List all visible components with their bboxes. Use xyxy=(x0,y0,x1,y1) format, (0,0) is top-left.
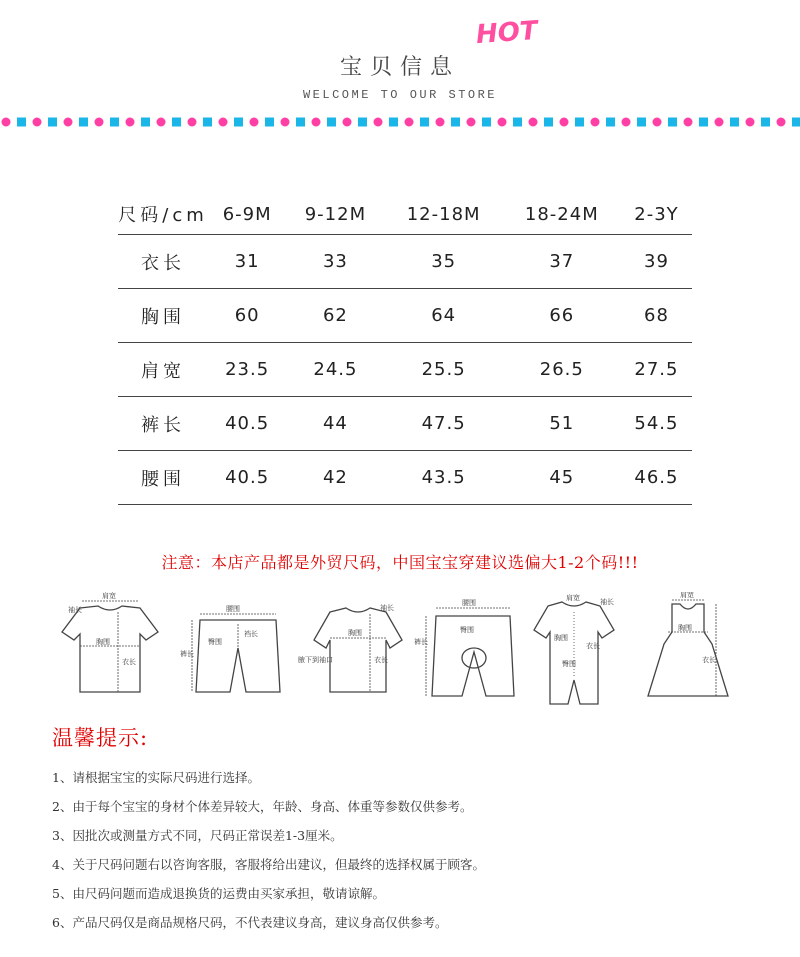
garment-label: 肩宽 xyxy=(566,594,580,602)
divider-dot xyxy=(64,118,73,127)
garment-label: 胸围 xyxy=(348,629,362,637)
divider-dot xyxy=(777,118,786,127)
table-cell: 46.5 xyxy=(621,451,692,505)
divider-dot xyxy=(327,118,336,127)
divider-dot xyxy=(312,118,321,127)
garment-label: 衣长 xyxy=(374,656,388,664)
column-header: 9-12M xyxy=(286,194,384,235)
divider-dot xyxy=(95,118,104,127)
pants-diagram xyxy=(414,598,514,696)
tip-item: 1、请根据宝宝的实际尺码进行选择。 xyxy=(52,770,260,785)
table-cell: 64 xyxy=(385,289,503,343)
table-cell: 40.5 xyxy=(208,397,286,451)
divider-dot xyxy=(265,118,274,127)
garment-label: 袖长 xyxy=(380,604,394,612)
table-cell: 51 xyxy=(503,397,621,451)
row-label: 衣长 xyxy=(118,235,208,289)
raglan-diagram xyxy=(298,603,402,692)
table-cell: 42 xyxy=(286,451,384,505)
divider-dot xyxy=(591,118,600,127)
page-title: 宝贝信息 xyxy=(339,55,460,80)
garment-label: 胸围 xyxy=(96,638,110,646)
table-cell: 45 xyxy=(503,451,621,505)
size-table xyxy=(118,194,692,505)
divider-dot xyxy=(498,118,507,127)
tshirt-diagram xyxy=(62,592,158,692)
garment-label: 胸围 xyxy=(554,634,568,642)
table-cell: 60 xyxy=(208,289,286,343)
divider-dot xyxy=(622,118,631,127)
divider-dot xyxy=(234,118,243,127)
divider-dot xyxy=(281,118,290,127)
divider-dot xyxy=(405,118,414,127)
tips-list xyxy=(52,768,485,942)
table-cell: 31 xyxy=(208,235,286,289)
divider-dot xyxy=(653,118,662,127)
divider-dot xyxy=(343,118,352,127)
size-table-header xyxy=(118,194,692,235)
garment-label: 裤长 xyxy=(180,650,194,658)
table-cell: 62 xyxy=(286,289,384,343)
tips-title: 温馨提示: xyxy=(52,726,149,750)
garment-label: 肩宽 xyxy=(102,592,116,600)
table-cell: 24.5 xyxy=(286,343,384,397)
tip-item: 4、关于尺码问题右以咨询客服，客服将给出建议，但最终的选择权属于顾客。 xyxy=(52,857,485,872)
column-header: 12-18M xyxy=(385,194,503,235)
garment-label: 肩宽 xyxy=(680,592,694,599)
divider-dot xyxy=(513,118,522,127)
tip-item: 2、由于每个宝宝的身材个体差异较大，年龄、身高、体重等参数仅供参考。 xyxy=(52,799,473,814)
garment-label: 臀围 xyxy=(208,638,222,646)
divider-dot xyxy=(141,118,150,127)
table-cell: 54.5 xyxy=(621,397,692,451)
divider-dot xyxy=(436,118,445,127)
divider-dot xyxy=(33,118,42,127)
divider-dot xyxy=(296,118,305,127)
garment-label: 臀围 xyxy=(562,660,576,668)
table-cell: 35 xyxy=(385,235,503,289)
garment-label: 臀围 xyxy=(460,626,474,634)
divider-dot xyxy=(529,118,538,127)
welcome-subtitle: WELCOME TO OUR STORE xyxy=(302,88,498,102)
row-label: 胸围 xyxy=(118,289,208,343)
divider-dot xyxy=(482,118,491,127)
divider-dot xyxy=(575,118,584,127)
column-header: 尺码/cm xyxy=(118,194,208,235)
divider-dot xyxy=(250,118,259,127)
table-cell: 23.5 xyxy=(208,343,286,397)
divider-dot xyxy=(560,118,569,127)
sizing-note: 注意：本店产品都是外贸尺码，中国宝宝穿建议选偏大1-2个码!!! xyxy=(161,553,639,572)
garment-label: 裤长 xyxy=(414,638,428,646)
garment-label: 衣长 xyxy=(122,658,136,666)
table-cell: 25.5 xyxy=(385,343,503,397)
divider-dot xyxy=(188,118,197,127)
tip-item: 6、产品尺码仅是商品规格尺码，不代表建议身高，建议身高仅供参考。 xyxy=(52,915,448,930)
table-cell: 68 xyxy=(621,289,692,343)
row-label: 腰围 xyxy=(118,451,208,505)
divider-dot xyxy=(715,118,724,127)
divider-dot xyxy=(17,118,26,127)
divider-dot xyxy=(358,118,367,127)
divider-dot xyxy=(157,118,166,127)
divider-dot xyxy=(606,118,615,127)
garment-diagrams xyxy=(40,592,780,712)
garment-label: 胸围 xyxy=(678,624,692,632)
divider-dot xyxy=(389,118,398,127)
garment-label: 衣长 xyxy=(702,656,716,664)
table-row xyxy=(118,235,692,289)
divider-dot xyxy=(746,118,755,127)
table-cell: 66 xyxy=(503,289,621,343)
garment-label: 腰围 xyxy=(226,605,240,613)
table-row xyxy=(118,397,692,451)
row-label: 裤长 xyxy=(118,397,208,451)
hot-badge: HOT xyxy=(475,15,539,51)
garment-label: 裆长 xyxy=(244,630,258,638)
divider-dot xyxy=(761,118,770,127)
garment-label: 袖长 xyxy=(68,606,82,614)
table-cell: 26.5 xyxy=(503,343,621,397)
table-cell: 43.5 xyxy=(385,451,503,505)
divider-dot xyxy=(467,118,476,127)
tip-item: 5、由尺码问题而造成退换货的运费由买家承担，敬请谅解。 xyxy=(52,886,385,901)
divider-dot xyxy=(219,118,228,127)
divider-dot xyxy=(792,118,800,127)
column-header: 2-3Y xyxy=(621,194,692,235)
dot-divider xyxy=(0,114,800,130)
divider-dot xyxy=(126,118,135,127)
divider-dot xyxy=(420,118,429,127)
divider-dot xyxy=(668,118,677,127)
table-row xyxy=(118,451,692,505)
divider-dot xyxy=(699,118,708,127)
divider-dot xyxy=(172,118,181,127)
table-cell: 27.5 xyxy=(621,343,692,397)
garment-label: 衣长 xyxy=(586,642,600,650)
garment-label: 袖长 xyxy=(600,598,614,606)
column-header: 6-9M xyxy=(208,194,286,235)
table-cell: 33 xyxy=(286,235,384,289)
divider-dot xyxy=(637,118,646,127)
divider-dot xyxy=(684,118,693,127)
row-label: 肩宽 xyxy=(118,343,208,397)
table-row xyxy=(118,289,692,343)
table-cell: 39 xyxy=(621,235,692,289)
divider-dot xyxy=(544,118,553,127)
divider-dot xyxy=(110,118,119,127)
table-cell: 47.5 xyxy=(385,397,503,451)
table-cell: 40.5 xyxy=(208,451,286,505)
garment-label: 腰围 xyxy=(462,599,476,607)
divider-dot xyxy=(203,118,212,127)
divider-dot xyxy=(2,118,11,127)
table-row xyxy=(118,343,692,397)
shorts-diagram xyxy=(180,604,280,692)
divider-dot xyxy=(48,118,57,127)
column-header: 18-24M xyxy=(503,194,621,235)
table-cell: 44 xyxy=(286,397,384,451)
tip-item: 3、因批次或测量方式不同，尺码正常误差1-3厘米。 xyxy=(52,828,343,843)
divider-dot xyxy=(79,118,88,127)
dress-diagram xyxy=(648,592,728,696)
divider-dot xyxy=(730,118,739,127)
romper-diagram xyxy=(534,593,614,704)
garment-label: 腋下到袖口 xyxy=(298,656,333,664)
table-cell: 37 xyxy=(503,235,621,289)
divider-dot xyxy=(374,118,383,127)
divider-dot xyxy=(451,118,460,127)
